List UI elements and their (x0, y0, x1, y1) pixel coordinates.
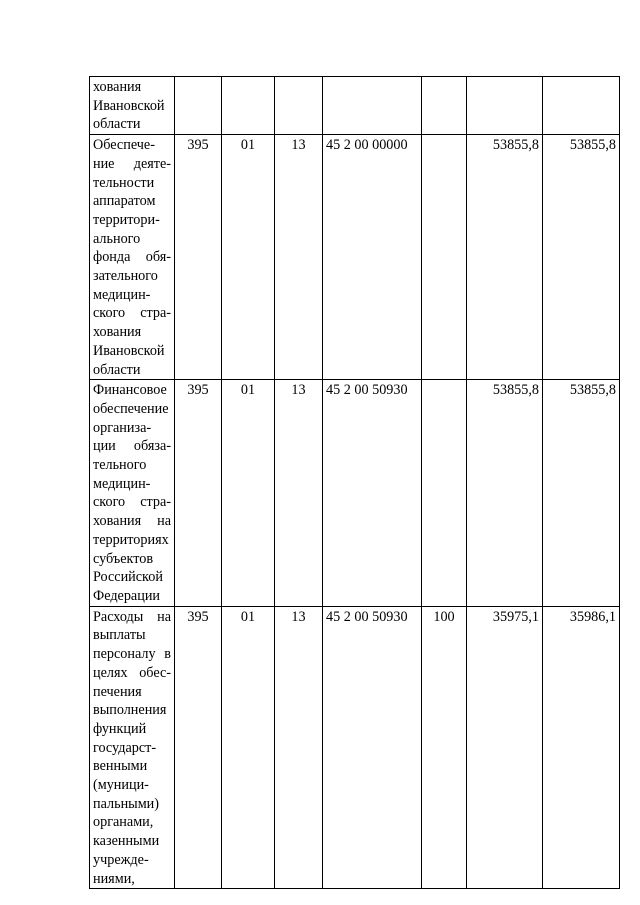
name-line: субъектов (93, 550, 154, 567)
name-line: ского стра- (93, 494, 171, 511)
cs-cell (323, 77, 422, 135)
budget-table (89, 76, 620, 889)
name-cell (90, 135, 175, 380)
name-line: учрежде- (93, 851, 149, 868)
sum1-cell: 53855,8 (467, 380, 543, 606)
table-row (90, 380, 620, 606)
name-line: медицин- (93, 286, 151, 303)
name-cell (90, 380, 175, 606)
name-line: хования на (93, 513, 171, 530)
rz-cell: 01 (222, 606, 275, 889)
name-line: медицин- (93, 475, 151, 492)
name-line: хования (93, 324, 142, 341)
gr-cell: 395 (175, 606, 222, 889)
table-row (90, 77, 620, 135)
gr-cell: 395 (175, 380, 222, 606)
pr-cell: 13 (275, 606, 323, 889)
name-line: органами, (93, 814, 154, 831)
pr-cell: 13 (275, 135, 323, 380)
vr-cell (422, 380, 467, 606)
name-line: Федерации (93, 587, 161, 604)
name-line: государст- (93, 739, 157, 756)
name-line: выполнения (93, 702, 167, 719)
name-line: Обеспече- (93, 137, 155, 154)
name-line: зательного (93, 268, 158, 285)
name-line: ниями, (93, 870, 135, 887)
rz-cell: 01 (222, 135, 275, 380)
name-line: выплаты (93, 627, 146, 644)
budget-table-body (90, 77, 620, 889)
cs-cell: 45 2 00 50930 (323, 606, 422, 889)
name-line: целях обес- (93, 664, 171, 681)
name-line: хования (93, 79, 142, 95)
vr-cell (422, 77, 467, 135)
name-line: области (93, 361, 141, 378)
sum2-cell: 53855,8 (543, 380, 620, 606)
table-row (90, 606, 620, 889)
sum1-cell: 53855,8 (467, 135, 543, 380)
name-line: территори- (93, 211, 160, 228)
vr-cell (422, 135, 467, 380)
sum2-cell: 53855,8 (543, 135, 620, 380)
name-line: функций (93, 720, 147, 737)
rz-cell (222, 77, 275, 135)
name-line: фонда обя- (93, 249, 171, 266)
rz-cell: 01 (222, 380, 275, 606)
pr-cell: 13 (275, 380, 323, 606)
name-line: обеспечение (93, 400, 169, 417)
name-line: Ивановской (93, 342, 165, 359)
name-line: тельного (93, 457, 147, 474)
cs-cell: 45 2 00 50930 (323, 380, 422, 606)
name-line: ского стра- (93, 305, 171, 322)
sum2-cell (543, 77, 620, 135)
table-row (90, 135, 620, 380)
sum2-cell: 35986,1 (543, 606, 620, 889)
name-line: Российской (93, 569, 163, 586)
name-line: организа- (93, 419, 152, 436)
sum1-cell: 35975,1 (467, 606, 543, 889)
name-line: печения (93, 683, 142, 700)
name-line: Ивановской (93, 97, 165, 114)
name-line: ции обяза- (93, 438, 171, 455)
name-line: казенными (93, 833, 160, 850)
name-cell (90, 77, 175, 135)
name-line: пальными) (93, 795, 159, 812)
name-line: территориях (93, 531, 169, 548)
name-line: Расходы на (93, 608, 171, 625)
name-line: (муници- (93, 777, 149, 794)
gr-cell (175, 77, 222, 135)
name-line: области (93, 116, 141, 133)
name-line: ние деяте- (93, 155, 171, 172)
sum1-cell (467, 77, 543, 135)
vr-cell: 100 (422, 606, 467, 889)
gr-cell: 395 (175, 135, 222, 380)
name-line: аппаратом (93, 193, 156, 210)
name-line: Финансовое (93, 382, 167, 399)
name-line: ального (93, 230, 141, 247)
cs-cell: 45 2 00 00000 (323, 135, 422, 380)
name-line: венными (93, 758, 148, 775)
name-line: тельности (93, 174, 155, 191)
name-line: персоналу в (93, 646, 171, 663)
name-cell (90, 606, 175, 889)
pr-cell (275, 77, 323, 135)
